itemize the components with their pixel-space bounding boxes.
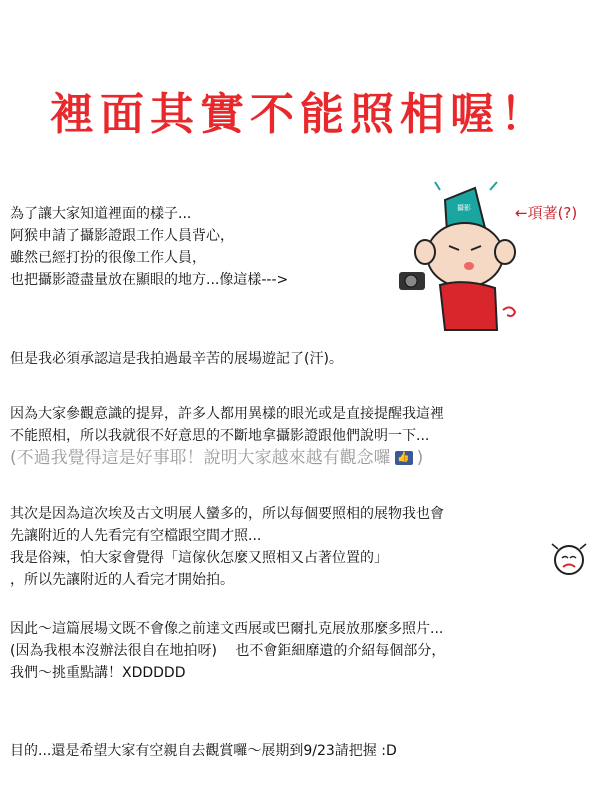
text-line: 不能照相，所以我就很不好意思的不斷地拿攝影證跟他們說明一下... — [10, 428, 430, 444]
text-line: 阿猴申請了攝影證跟工作人員背心， — [10, 228, 234, 244]
note-end: ) — [416, 448, 424, 468]
thumbs-up-icon: 👍 — [395, 451, 413, 465]
text-line: 雖然已經打扮的很像工作人員， — [10, 250, 206, 266]
note-text: (不過我覺得這是好事耶！說明大家越來越有觀念囉 — [10, 448, 391, 468]
text-line: 因此～這篇展場文既不會像之前達文西展或巴爾扎克展放那麼多照片... — [10, 621, 444, 637]
monkey-illustration — [385, 180, 595, 340]
text-line: 我是俗辣，怕大家會覺得「這傢伙怎麼又照相又占著位置的」 — [10, 550, 388, 566]
text-line: ，所以先讓附近的人看完才開始拍。 — [10, 572, 234, 588]
text-line: 也把攝影證盡量放在顯眼的地方...像這樣---> — [10, 272, 289, 288]
svg-text:攝影: 攝影 — [457, 204, 471, 212]
note-line — [10, 447, 444, 469]
page-title: 裡面其實不能照相喔！ — [50, 89, 550, 140]
text-line: 我們～挑重點講！XDDDDD — [10, 665, 186, 681]
paragraph-confession: 但是我必須承認這是我拍過最辛苦的展場遊記了(汗)。 — [10, 351, 343, 367]
paragraph-purpose: 目的...還是希望大家有空親自去觀賞囉～展期到9/23請把握 :D — [10, 743, 397, 759]
text-line: 先讓附近的人先看完有空檔跟空間才照... — [10, 528, 262, 544]
intro-paragraph — [10, 203, 288, 291]
text-line: 其次是因為這次埃及古文明展人蠻多的，所以每個要照相的展物我也會 — [10, 506, 444, 522]
monkey-label: ←項著(?) — [515, 204, 578, 222]
text-line: 為了讓大家知道裡面的樣子... — [10, 206, 192, 222]
text-line: (因為我根本沒辦法很自在地拍呀) 也不會鉅細靡遺的介紹每個部分， — [10, 643, 446, 659]
crying-face-icon — [548, 540, 590, 580]
text-line: 因為大家參觀意識的提昇，許多人都用異樣的眼光或是直接提醒我這裡 — [10, 406, 444, 422]
paragraph-conclusion — [10, 618, 445, 684]
paragraph-crowd — [10, 503, 444, 591]
paragraph-awareness — [10, 403, 444, 469]
